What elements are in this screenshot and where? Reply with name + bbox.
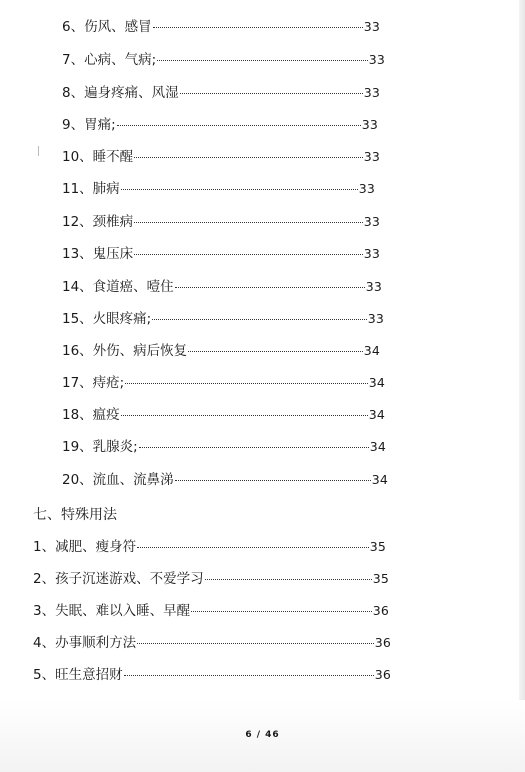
toc-entry-page: 33 [365, 279, 382, 294]
toc-entry-label: 15、火眼疼痛; [62, 311, 152, 327]
dot-leader [157, 59, 368, 61]
toc-entry-page: 33 [363, 85, 380, 100]
toc-entry-label: 9、胃痛; [62, 117, 116, 133]
toc-entry-page: 33 [363, 149, 380, 164]
dot-leader [175, 286, 365, 288]
toc-entry[interactable] [62, 179, 375, 199]
toc-entry-label: 1、减肥、瘦身符 [33, 539, 137, 555]
dot-leader [124, 674, 374, 676]
toc-entry-page: 33 [363, 19, 380, 34]
toc-entry-label: 11、肺病 [62, 181, 120, 197]
toc-entry[interactable] [33, 537, 386, 557]
toc-entry-label: 17、痔疮; [62, 375, 125, 391]
toc-entry-page: 33 [367, 311, 384, 326]
toc-entry-label: 12、颈椎病 [62, 214, 134, 230]
toc-entry[interactable] [33, 633, 391, 653]
toc-entry[interactable] [33, 601, 389, 621]
toc-entry[interactable] [62, 470, 388, 490]
toc-entry-page: 34 [371, 472, 388, 487]
toc-entry[interactable] [62, 373, 385, 393]
dot-leader [191, 610, 372, 612]
toc-entry[interactable] [62, 437, 386, 457]
toc-entry-page: 36 [374, 635, 391, 650]
section-heading: 七、特殊用法 [33, 507, 117, 523]
toc-entry-label: 16、外伤、病后恢复 [62, 343, 188, 359]
toc-entry[interactable] [62, 405, 385, 425]
dot-leader [134, 221, 363, 223]
dot-leader [205, 578, 372, 580]
toc-entry-label: 18、瘟疫 [62, 407, 120, 423]
dot-leader [121, 188, 358, 190]
dot-leader [137, 642, 374, 644]
toc-entry-page: 33 [361, 117, 378, 132]
dot-leader [137, 546, 369, 548]
toc-entry[interactable] [62, 50, 385, 70]
dot-leader [188, 350, 363, 352]
toc-entry-page: 34 [363, 343, 380, 358]
toc-entry-label: 7、心病、气病; [62, 52, 157, 68]
toc-entry-label: 14、食道癌、噎住 [62, 279, 174, 295]
toc-entry[interactable] [62, 309, 384, 329]
toc-entry-label: 8、遍身疼痛、风湿 [62, 85, 179, 101]
dot-leader [117, 124, 361, 126]
dot-leader [175, 479, 371, 481]
toc-entry-page: 34 [368, 375, 385, 390]
toc-entry[interactable] [62, 341, 380, 361]
toc-entry-page: 35 [369, 539, 386, 554]
toc-entry[interactable] [62, 83, 380, 103]
toc-entry-label: 4、办事顺利方法 [33, 635, 137, 651]
toc-entry[interactable] [33, 569, 389, 589]
toc-entry-page: 33 [363, 214, 380, 229]
dot-leader [134, 156, 363, 158]
page-indicator: 6 / 46 [245, 730, 280, 740]
toc-entry-page: 33 [358, 181, 375, 196]
toc-entry-page: 34 [368, 407, 385, 422]
toc-entry[interactable] [62, 277, 382, 297]
dot-leader [153, 26, 363, 28]
toc-entry-page: 34 [369, 439, 386, 454]
toc-entry-page: 33 [363, 246, 380, 261]
toc-entry[interactable] [62, 212, 380, 232]
toc-entry-label: 20、流血、流鼻涕 [62, 472, 174, 488]
toc-entry-page: 36 [372, 603, 389, 618]
toc-entry-label: 13、鬼压床 [62, 246, 134, 262]
dot-leader [139, 446, 369, 448]
dot-leader [152, 318, 366, 320]
toc-entry-label: 19、乳腺炎; [62, 439, 138, 455]
toc-entry[interactable] [62, 244, 380, 264]
toc-entry-page: 33 [368, 52, 385, 67]
dot-leader [134, 253, 363, 255]
toc-entry-label: 6、伤风、感冒 [62, 19, 152, 35]
toc-entry-label: 10、睡不醒 [62, 149, 134, 165]
toc-entry-label: 2、孩子沉迷游戏、不爱学习 [33, 571, 204, 587]
toc-entry[interactable] [62, 115, 378, 135]
toc-entry[interactable] [62, 147, 380, 167]
toc-entry-label: 3、失眠、难以入睡、早醒 [33, 603, 191, 619]
dot-leader [180, 92, 363, 94]
dot-leader [121, 414, 368, 416]
toc-entry-page: 35 [372, 571, 389, 586]
toc-entry[interactable] [62, 17, 380, 37]
toc-entry[interactable] [33, 665, 391, 685]
toc-entry-label: 5、旺生意招财 [33, 667, 123, 683]
dot-leader [125, 382, 367, 384]
toc-entry-page: 36 [374, 667, 391, 682]
